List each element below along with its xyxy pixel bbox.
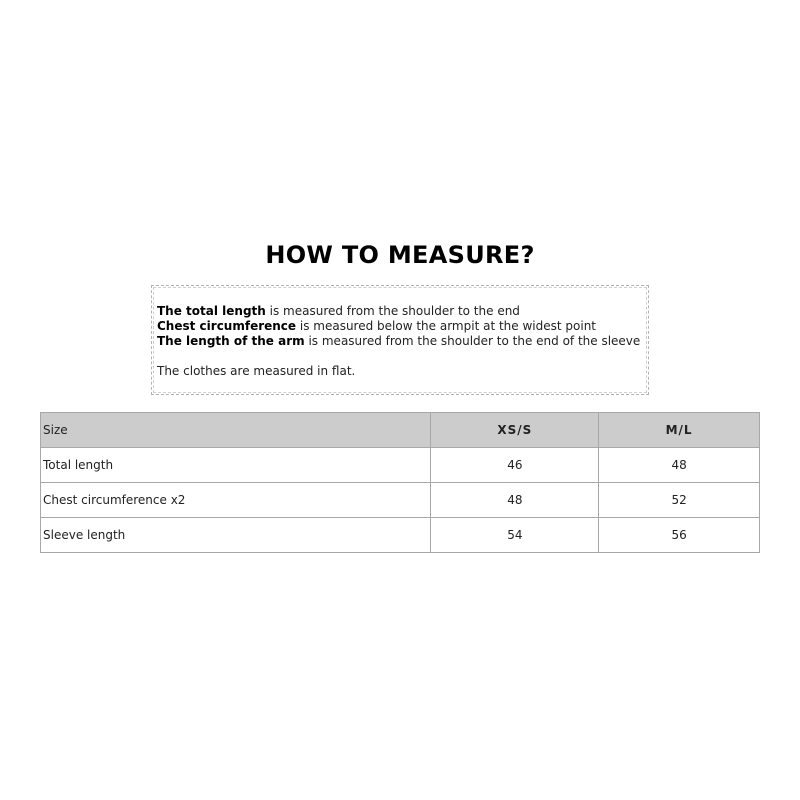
instruction-arm <box>157 334 646 349</box>
header-m-l: M/L <box>599 413 760 448</box>
instruction-term: The total length <box>157 304 266 318</box>
row-label: Chest circumference x2 <box>41 483 431 518</box>
measurement-note: The clothes are measured in flat. <box>157 364 356 378</box>
cell-value: 54 <box>431 518 599 553</box>
cell-value: 52 <box>599 483 760 518</box>
instruction-term: The length of the arm <box>157 334 305 348</box>
size-chart-table <box>40 412 760 553</box>
cell-value: 48 <box>431 483 599 518</box>
table-row <box>41 483 760 518</box>
measurement-instructions-box <box>151 285 649 395</box>
table-header-row <box>41 413 760 448</box>
instruction-text: is measured from the shoulder to the end <box>265 304 520 318</box>
cell-value: 56 <box>599 518 760 553</box>
row-label: Total length <box>41 448 431 483</box>
cell-value: 46 <box>431 448 599 483</box>
header-xs-s: XS/S <box>431 413 599 448</box>
measurement-instructions <box>153 287 647 393</box>
instruction-text: is measured from the shoulder to the end of the sleeve <box>304 334 641 348</box>
cell-value: 48 <box>599 448 760 483</box>
instruction-term: Chest circumference <box>157 319 297 333</box>
instruction-total-length <box>157 304 646 319</box>
page-title: HOW TO MEASURE? <box>265 241 535 269</box>
table-row <box>41 518 760 553</box>
instruction-text: is measured below the armpit at the widest point <box>296 319 596 333</box>
table-row <box>41 448 760 483</box>
instruction-chest <box>157 319 646 334</box>
row-label: Sleeve length <box>41 518 431 553</box>
header-size: Size <box>41 413 431 448</box>
